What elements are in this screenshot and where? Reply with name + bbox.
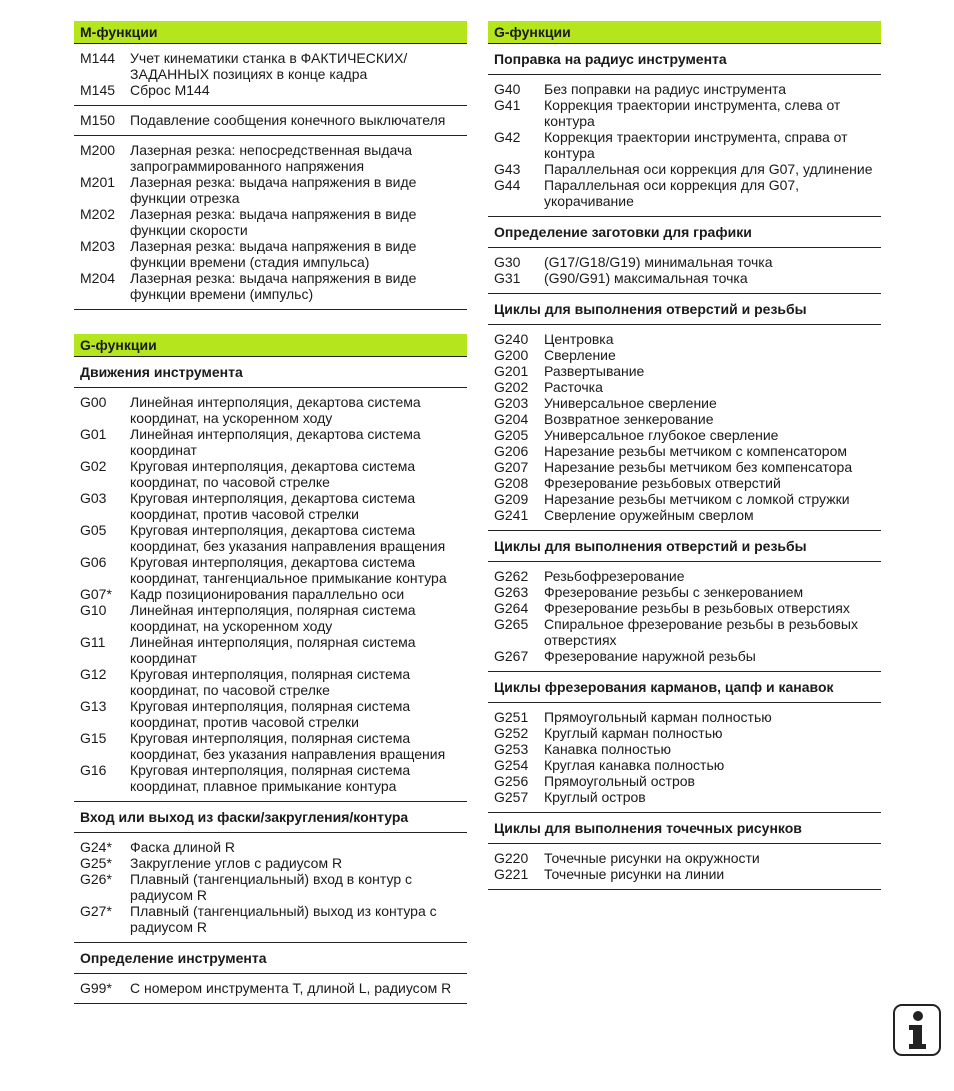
- function-description: Прямоугольный карман полностью: [544, 709, 772, 725]
- list-item: [74, 174, 467, 206]
- function-description: Сброс M144: [130, 82, 210, 98]
- list-item: [488, 177, 881, 209]
- function-description: Линейная интерполяция, декартова система координат: [130, 426, 421, 458]
- function-description: Спиральное фрезерование резьбы в резьбовых отверстиях: [544, 616, 858, 648]
- function-description: Канавка полностью: [544, 741, 671, 757]
- function-code: G204: [494, 411, 529, 427]
- function-code: G257: [494, 789, 529, 805]
- list-item: [74, 238, 467, 270]
- list-item: [488, 459, 881, 475]
- section-title: Циклы фрезерования карманов, цапф и канавок: [488, 672, 881, 703]
- list-item: [488, 475, 881, 491]
- function-code: G24*: [80, 839, 112, 855]
- function-description: Параллельная оси коррекция для G07, удлинение: [544, 161, 873, 177]
- section-title: Циклы для выполнения отверстий и резьбы: [488, 294, 881, 325]
- function-description: Универсальное сверление: [544, 395, 717, 411]
- list-item: [488, 97, 881, 129]
- list-item: [488, 648, 881, 664]
- function-code: G251: [494, 709, 529, 725]
- list-item: [488, 600, 881, 616]
- function-code: G256: [494, 773, 529, 789]
- function-description: Нарезание резьбы метчиком с компенсатором: [544, 443, 847, 459]
- function-description: Круговая интерполяция, полярная система координат, против часовой стрелки: [130, 698, 411, 730]
- function-code: G27*: [80, 903, 112, 919]
- function-code: G07*: [80, 586, 112, 602]
- function-description: Фрезерование резьбы в резьбовых отверстиях: [544, 600, 850, 616]
- list-item: [488, 81, 881, 97]
- list-item: [74, 394, 467, 426]
- list-item: [488, 363, 881, 379]
- function-code: G25*: [80, 855, 112, 871]
- section-title: Поправка на радиус инструмента: [488, 44, 881, 75]
- function-description: Коррекция траектории инструмента, справа от контура: [544, 129, 848, 161]
- function-description: Линейная интерполяция, декартова система координат, на ускоренном ходу: [130, 394, 421, 426]
- function-description: Резьбофрезерование: [544, 568, 685, 584]
- function-group: [74, 106, 467, 136]
- function-code: G209: [494, 491, 529, 507]
- function-code: G43: [494, 161, 521, 177]
- function-code: G263: [494, 584, 529, 600]
- function-code: G16: [80, 762, 107, 778]
- list-item: [488, 129, 881, 161]
- function-code: G02: [80, 458, 107, 474]
- function-code: G207: [494, 459, 529, 475]
- function-description: Центровка: [544, 331, 614, 347]
- function-description: Круглый остров: [544, 789, 646, 805]
- left-column: [74, 21, 467, 1004]
- function-code: M201: [80, 174, 116, 190]
- function-code: G06: [80, 554, 107, 570]
- section-title: Вход или выход из фаски/закругления/контура: [74, 802, 467, 833]
- function-code: G264: [494, 600, 529, 616]
- list-item: [488, 568, 881, 584]
- function-description: Лазерная резка: выдача напряжения в виде функции времени (стадия импульса): [130, 238, 417, 270]
- function-code: G201: [494, 363, 529, 379]
- list-item: [488, 427, 881, 443]
- section-title: Циклы для выполнения отверстий и резьбы: [488, 531, 881, 562]
- list-item: [488, 725, 881, 741]
- function-code: G10: [80, 602, 107, 618]
- right-column: [488, 21, 881, 890]
- function-description: Фрезерование резьбы с зенкерованием: [544, 584, 804, 600]
- function-code: G13: [80, 698, 107, 714]
- list-item: [74, 270, 467, 302]
- list-item: [488, 443, 881, 459]
- function-code: G240: [494, 331, 529, 347]
- list-item: [488, 866, 881, 882]
- function-code: G15: [80, 730, 107, 746]
- function-description: Точечные рисунки на линии: [544, 866, 725, 882]
- list-item: [488, 411, 881, 427]
- function-description: Круговая интерполяция, декартова система координат, тангенциальное примыкание контура: [130, 554, 447, 586]
- list-item: [74, 730, 467, 762]
- function-description: Круглый карман полностью: [544, 725, 723, 741]
- function-code: G05: [80, 522, 107, 538]
- function-code: M204: [80, 270, 116, 286]
- function-description: Сверление оружейным сверлом: [544, 507, 754, 523]
- function-group: [488, 325, 881, 531]
- function-group: [488, 75, 881, 217]
- section-title: Определение заготовки для графики: [488, 217, 881, 248]
- function-description: Круговая интерполяция, полярная система координат, без указания направления вращения: [130, 730, 446, 762]
- function-group: [488, 248, 881, 294]
- function-description: Параллельная оси коррекция для G07, укорачивание: [544, 177, 800, 209]
- function-code: G41: [494, 97, 521, 113]
- list-item: [74, 839, 467, 855]
- function-description: Коррекция траектории инструмента, слева от контура: [544, 97, 841, 129]
- list-item: [74, 458, 467, 490]
- info-icon: [893, 1004, 941, 1056]
- function-code: G01: [80, 426, 107, 442]
- function-group: [74, 974, 467, 1004]
- list-item: [74, 522, 467, 554]
- list-item: [74, 698, 467, 730]
- function-description: Точечные рисунки на окружности: [544, 850, 760, 866]
- function-code: G12: [80, 666, 107, 682]
- section-title: Определение инструмента: [74, 943, 467, 974]
- function-description: С номером инструмента T, длиной L, радиусом R: [130, 980, 452, 996]
- list-item: [488, 254, 881, 270]
- function-code: G31: [494, 270, 521, 286]
- g-functions-right-list: [488, 44, 881, 890]
- list-item: [74, 602, 467, 634]
- list-item: [488, 789, 881, 805]
- list-item: [488, 773, 881, 789]
- function-code: G44: [494, 177, 521, 193]
- function-description: Плавный (тангенциальный) вход в контур с радиусом R: [130, 871, 412, 903]
- list-item: [488, 347, 881, 363]
- function-description: (G17/G18/G19) минимальная точка: [544, 254, 773, 270]
- list-item: [488, 741, 881, 757]
- function-description: Лазерная резка: выдача напряжения в виде функции отрезка: [130, 174, 417, 206]
- g-functions-left-list: [74, 357, 467, 1004]
- function-code: G99*: [80, 980, 112, 996]
- g-functions-header-left: G-функции: [74, 334, 467, 357]
- function-group: [74, 136, 467, 310]
- list-item: [488, 584, 881, 600]
- function-description: Круглая канавка полностью: [544, 757, 725, 773]
- list-item: [488, 379, 881, 395]
- function-description: Фрезерование резьбовых отверстий: [544, 475, 781, 491]
- function-description: Учет кинематики станка в ФАКТИЧЕСКИХ/ ЗАДАННЫХ позициях в конце кадра: [130, 50, 408, 82]
- function-description: Плавный (тангенциальный) выход из контура с радиусом R: [130, 903, 437, 935]
- function-code: G200: [494, 347, 529, 363]
- list-item: [74, 871, 467, 903]
- function-group: [74, 388, 467, 802]
- function-code: M202: [80, 206, 116, 222]
- list-item: [74, 762, 467, 794]
- function-group: [74, 833, 467, 943]
- list-item: [74, 82, 467, 98]
- function-description: Расточка: [544, 379, 603, 395]
- function-code: M144: [80, 50, 116, 66]
- function-code: G221: [494, 866, 529, 882]
- function-description: Развертывание: [544, 363, 645, 379]
- function-description: Круговая интерполяция, декартова система координат, по часовой стрелке: [130, 458, 416, 490]
- function-description: Круговая интерполяция, декартова система координат, без указания направления вращения: [130, 522, 446, 554]
- list-item: [488, 616, 881, 648]
- g-functions-header-right: G-функции: [488, 21, 881, 44]
- function-description: Лазерная резка: непосредственная выдача запрограммированного напряжения: [130, 142, 413, 174]
- function-code: G30: [494, 254, 521, 270]
- function-description: Закругление углов с радиусом R: [130, 855, 343, 871]
- section-title: Циклы для выполнения точечных рисунков: [488, 813, 881, 844]
- m-functions-list: [74, 44, 467, 310]
- function-description: (G90/G91) максимальная точка: [544, 270, 748, 286]
- function-code: G254: [494, 757, 529, 773]
- function-description: Фрезерование наружной резьбы: [544, 648, 756, 664]
- function-code: M203: [80, 238, 116, 254]
- list-item: [488, 850, 881, 866]
- function-code: G03: [80, 490, 107, 506]
- function-description: Кадр позиционирования параллельно оси: [130, 586, 405, 602]
- function-code: G205: [494, 427, 529, 443]
- function-code: G241: [494, 507, 529, 523]
- function-code: G202: [494, 379, 529, 395]
- function-code: G42: [494, 129, 521, 145]
- function-description: Нарезание резьбы метчиком с ломкой стружки: [544, 491, 850, 507]
- function-code: G265: [494, 616, 529, 632]
- function-code: G206: [494, 443, 529, 459]
- list-item: [74, 855, 467, 871]
- function-code: M200: [80, 142, 116, 158]
- function-code: M150: [80, 112, 116, 128]
- function-description: Возвратное зенкерование: [544, 411, 714, 427]
- list-item: [74, 206, 467, 238]
- function-group: [74, 44, 467, 106]
- list-item: [488, 270, 881, 286]
- list-item: [74, 554, 467, 586]
- function-description: Круговая интерполяция, полярная система координат, по часовой стрелке: [130, 666, 411, 698]
- list-item: [488, 491, 881, 507]
- function-description: Сверление: [544, 347, 616, 363]
- list-item: [488, 709, 881, 725]
- section-gap: [74, 310, 467, 334]
- list-item: [488, 395, 881, 411]
- function-description: Нарезание резьбы метчиком без компенсатора: [544, 459, 853, 475]
- function-group: [488, 703, 881, 813]
- function-code: G262: [494, 568, 529, 584]
- function-code: G253: [494, 741, 529, 757]
- function-code: G00: [80, 394, 107, 410]
- list-item: [74, 980, 467, 996]
- function-code: G203: [494, 395, 529, 411]
- function-description: Без поправки на радиус инструмента: [544, 81, 787, 97]
- list-item: [74, 903, 467, 935]
- function-description: Подавление сообщения конечного выключателя: [130, 112, 446, 128]
- list-item: [74, 586, 467, 602]
- function-description: Линейная интерполяция, полярная система координат: [130, 634, 416, 666]
- list-item: [74, 112, 467, 128]
- function-description: Универсальное глубокое сверление: [544, 427, 779, 443]
- list-item: [488, 331, 881, 347]
- function-code: G26*: [80, 871, 112, 887]
- section-title: Движения инструмента: [74, 357, 467, 388]
- function-group: [488, 562, 881, 672]
- list-item: [74, 634, 467, 666]
- list-item: [488, 161, 881, 177]
- function-code: G267: [494, 648, 529, 664]
- list-item: [74, 142, 467, 174]
- list-item: [488, 507, 881, 523]
- function-description: Прямоугольный остров: [544, 773, 695, 789]
- m-functions-header: M-функции: [74, 21, 467, 44]
- function-description: Лазерная резка: выдача напряжения в виде функции скорости: [130, 206, 417, 238]
- function-code: M145: [80, 82, 116, 98]
- function-code: G40: [494, 81, 521, 97]
- list-item: [74, 666, 467, 698]
- function-code: G220: [494, 850, 529, 866]
- function-group: [488, 844, 881, 890]
- function-code: G208: [494, 475, 529, 491]
- list-item: [74, 50, 467, 82]
- function-code: G11: [80, 634, 106, 650]
- function-description: Линейная интерполяция, полярная система координат, на ускоренном ходу: [130, 602, 416, 634]
- function-description: Лазерная резка: выдача напряжения в виде функции времени (импульс): [130, 270, 417, 302]
- function-description: Круговая интерполяция, полярная система координат, плавное примыкание контура: [130, 762, 411, 794]
- list-item: [488, 757, 881, 773]
- function-code: G252: [494, 725, 529, 741]
- function-description: Круговая интерполяция, декартова система координат, против часовой стрелки: [130, 490, 416, 522]
- list-item: [74, 490, 467, 522]
- list-item: [74, 426, 467, 458]
- function-description: Фаска длиной R: [130, 839, 236, 855]
